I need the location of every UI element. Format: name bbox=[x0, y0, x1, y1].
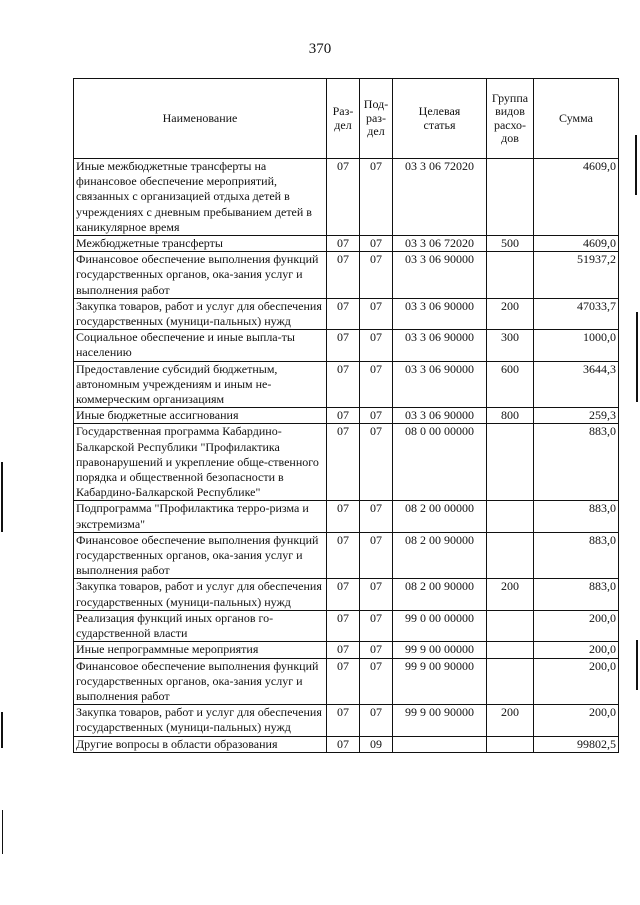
cell-sum: 4609,0 bbox=[534, 236, 619, 252]
cell-target: 08 2 00 00000 bbox=[393, 501, 487, 532]
cell-group bbox=[487, 159, 534, 236]
cell-section: 07 bbox=[327, 424, 360, 501]
cell-target: 03 3 06 72020 bbox=[393, 159, 487, 236]
cell-section: 07 bbox=[327, 705, 360, 736]
cell-target: 08 0 00 00000 bbox=[393, 424, 487, 501]
cell-subsection: 07 bbox=[360, 408, 393, 424]
cell-name: Закупка товаров, работ и услуг для обеспечения государственных (муници-пальных) нужд bbox=[74, 705, 327, 736]
table-row bbox=[74, 658, 619, 705]
cell-group: 800 bbox=[487, 408, 534, 424]
cell-name: Иные непрограммные мероприятия bbox=[74, 642, 327, 658]
cell-sum: 883,0 bbox=[534, 424, 619, 501]
cell-subsection: 07 bbox=[360, 159, 393, 236]
cell-sum: 883,0 bbox=[534, 532, 619, 579]
cell-section: 07 bbox=[327, 501, 360, 532]
cell-sum: 259,3 bbox=[534, 408, 619, 424]
cell-target: 03 3 06 90000 bbox=[393, 298, 487, 329]
cell-group: 300 bbox=[487, 330, 534, 361]
cell-name: Другие вопросы в области образования bbox=[74, 736, 327, 752]
table-row bbox=[74, 330, 619, 361]
cell-section: 07 bbox=[327, 236, 360, 252]
cell-subsection: 07 bbox=[360, 610, 393, 641]
header-sum: Сумма bbox=[534, 79, 619, 159]
cell-subsection: 07 bbox=[360, 579, 393, 610]
cell-sum: 200,0 bbox=[534, 642, 619, 658]
cell-sum: 47033,7 bbox=[534, 298, 619, 329]
cell-group: 500 bbox=[487, 236, 534, 252]
table-row bbox=[74, 736, 619, 752]
cell-group bbox=[487, 658, 534, 705]
table-row bbox=[74, 642, 619, 658]
cell-section: 07 bbox=[327, 330, 360, 361]
cell-target: 99 9 00 90000 bbox=[393, 705, 487, 736]
table-row bbox=[74, 361, 619, 408]
cell-subsection: 07 bbox=[360, 532, 393, 579]
cell-target: 03 3 06 90000 bbox=[393, 330, 487, 361]
cell-subsection: 07 bbox=[360, 330, 393, 361]
cell-name: Закупка товаров, работ и услуг для обеспечения государственных (муници-пальных) нужд bbox=[74, 298, 327, 329]
cell-name: Финансовое обеспечение выполнения функций государственных органов, ока-зания услуг и выполнения работ bbox=[74, 658, 327, 705]
cell-subsection: 07 bbox=[360, 236, 393, 252]
cell-group: 200 bbox=[487, 705, 534, 736]
cell-target: 03 3 06 90000 bbox=[393, 252, 487, 299]
cell-group bbox=[487, 736, 534, 752]
cell-subsection: 07 bbox=[360, 658, 393, 705]
cell-subsection: 07 bbox=[360, 361, 393, 408]
header-name: Наименование bbox=[74, 79, 327, 159]
cell-group: 200 bbox=[487, 579, 534, 610]
cell-name: Реализация функций иных органов го-сударственной власти bbox=[74, 610, 327, 641]
cell-section: 07 bbox=[327, 610, 360, 641]
cell-section: 07 bbox=[327, 298, 360, 329]
table-row bbox=[74, 236, 619, 252]
cell-sum: 883,0 bbox=[534, 579, 619, 610]
cell-target bbox=[393, 736, 487, 752]
cell-name: Межбюджетные трансферты bbox=[74, 236, 327, 252]
table-row bbox=[74, 610, 619, 641]
cell-sum: 200,0 bbox=[534, 658, 619, 705]
margin-mark-left-lower bbox=[1, 712, 3, 748]
table-row bbox=[74, 501, 619, 532]
table-row bbox=[74, 408, 619, 424]
cell-subsection: 07 bbox=[360, 424, 393, 501]
cell-sum: 99802,5 bbox=[534, 736, 619, 752]
page-number: 370 bbox=[308, 41, 332, 57]
cell-section: 07 bbox=[327, 159, 360, 236]
cell-subsection: 07 bbox=[360, 705, 393, 736]
cell-name: Социальное обеспечение и иные выпла-ты населению bbox=[74, 330, 327, 361]
cell-sum: 51937,2 bbox=[534, 252, 619, 299]
cell-sum: 3644,3 bbox=[534, 361, 619, 408]
cell-target: 03 3 06 90000 bbox=[393, 408, 487, 424]
cell-group: 600 bbox=[487, 361, 534, 408]
table-row bbox=[74, 159, 619, 236]
cell-name: Финансовое обеспечение выполнения функций государственных органов, ока-зания услуг и выполнения работ bbox=[74, 252, 327, 299]
table-row bbox=[74, 705, 619, 736]
header-section: Раз- дел bbox=[327, 79, 360, 159]
cell-section: 07 bbox=[327, 736, 360, 752]
cell-group bbox=[487, 610, 534, 641]
table-row bbox=[74, 252, 619, 299]
table-row bbox=[74, 424, 619, 501]
cell-target: 03 3 06 90000 bbox=[393, 361, 487, 408]
cell-subsection: 07 bbox=[360, 501, 393, 532]
cell-section: 07 bbox=[327, 642, 360, 658]
margin-mark-left-bottom bbox=[2, 810, 3, 854]
cell-subsection: 07 bbox=[360, 252, 393, 299]
cell-sum: 200,0 bbox=[534, 705, 619, 736]
cell-name: Подпрограмма "Профилактика терро-ризма и экстремизма" bbox=[74, 501, 327, 532]
cell-section: 07 bbox=[327, 361, 360, 408]
cell-target: 08 2 00 90000 bbox=[393, 579, 487, 610]
cell-section: 07 bbox=[327, 408, 360, 424]
cell-sum: 1000,0 bbox=[534, 330, 619, 361]
cell-group bbox=[487, 252, 534, 299]
margin-mark-left bbox=[1, 462, 3, 532]
header-subsection: Под- раз- дел bbox=[360, 79, 393, 159]
budget-table bbox=[73, 78, 619, 753]
cell-sum: 4609,0 bbox=[534, 159, 619, 236]
cell-group bbox=[487, 501, 534, 532]
cell-target: 99 0 00 00000 bbox=[393, 610, 487, 641]
table-row bbox=[74, 532, 619, 579]
cell-subsection: 07 bbox=[360, 298, 393, 329]
cell-name: Предоставление субсидий бюджетным, автономным учреждениям и иным не-коммерческим организациям bbox=[74, 361, 327, 408]
table-body bbox=[74, 159, 619, 753]
margin-mark-right-2 bbox=[636, 312, 638, 402]
cell-section: 07 bbox=[327, 252, 360, 299]
cell-name: Иные бюджетные ассигнования bbox=[74, 408, 327, 424]
cell-name: Закупка товаров, работ и услуг для обеспечения государственных (муници-пальных) нужд bbox=[74, 579, 327, 610]
cell-section: 07 bbox=[327, 579, 360, 610]
cell-section: 07 bbox=[327, 658, 360, 705]
margin-mark-right-3 bbox=[636, 640, 638, 690]
cell-sum: 200,0 bbox=[534, 610, 619, 641]
cell-subsection: 09 bbox=[360, 736, 393, 752]
cell-target: 08 2 00 90000 bbox=[393, 532, 487, 579]
cell-target: 03 3 06 72020 bbox=[393, 236, 487, 252]
cell-target: 99 9 00 00000 bbox=[393, 642, 487, 658]
table-row bbox=[74, 298, 619, 329]
cell-section: 07 bbox=[327, 532, 360, 579]
table-header-row bbox=[74, 79, 619, 159]
cell-name: Иные межбюджетные трансферты на финансовое обеспечение мероприятий, связанных с организацией отдыха детей в учреждениях с дневным пребыванием детей в каникулярное время bbox=[74, 159, 327, 236]
cell-name: Государственная программа Кабардино-Балкарской Республики "Профилактика правонарушений и укрепление обще-ственного порядка и общественной безопасности в Кабардино-Балкарской Республике" bbox=[74, 424, 327, 501]
header-target: Целевая статья bbox=[393, 79, 487, 159]
cell-sum: 883,0 bbox=[534, 501, 619, 532]
cell-group bbox=[487, 424, 534, 501]
cell-target: 99 9 00 90000 bbox=[393, 658, 487, 705]
cell-subsection: 07 bbox=[360, 642, 393, 658]
header-group: Группа видов расхо- дов bbox=[487, 79, 534, 159]
cell-group bbox=[487, 642, 534, 658]
cell-group bbox=[487, 532, 534, 579]
margin-mark-right bbox=[635, 135, 637, 195]
cell-name: Финансовое обеспечение выполнения функций государственных органов, ока-зания услуг и выполнения работ bbox=[74, 532, 327, 579]
cell-group: 200 bbox=[487, 298, 534, 329]
table-row bbox=[74, 579, 619, 610]
